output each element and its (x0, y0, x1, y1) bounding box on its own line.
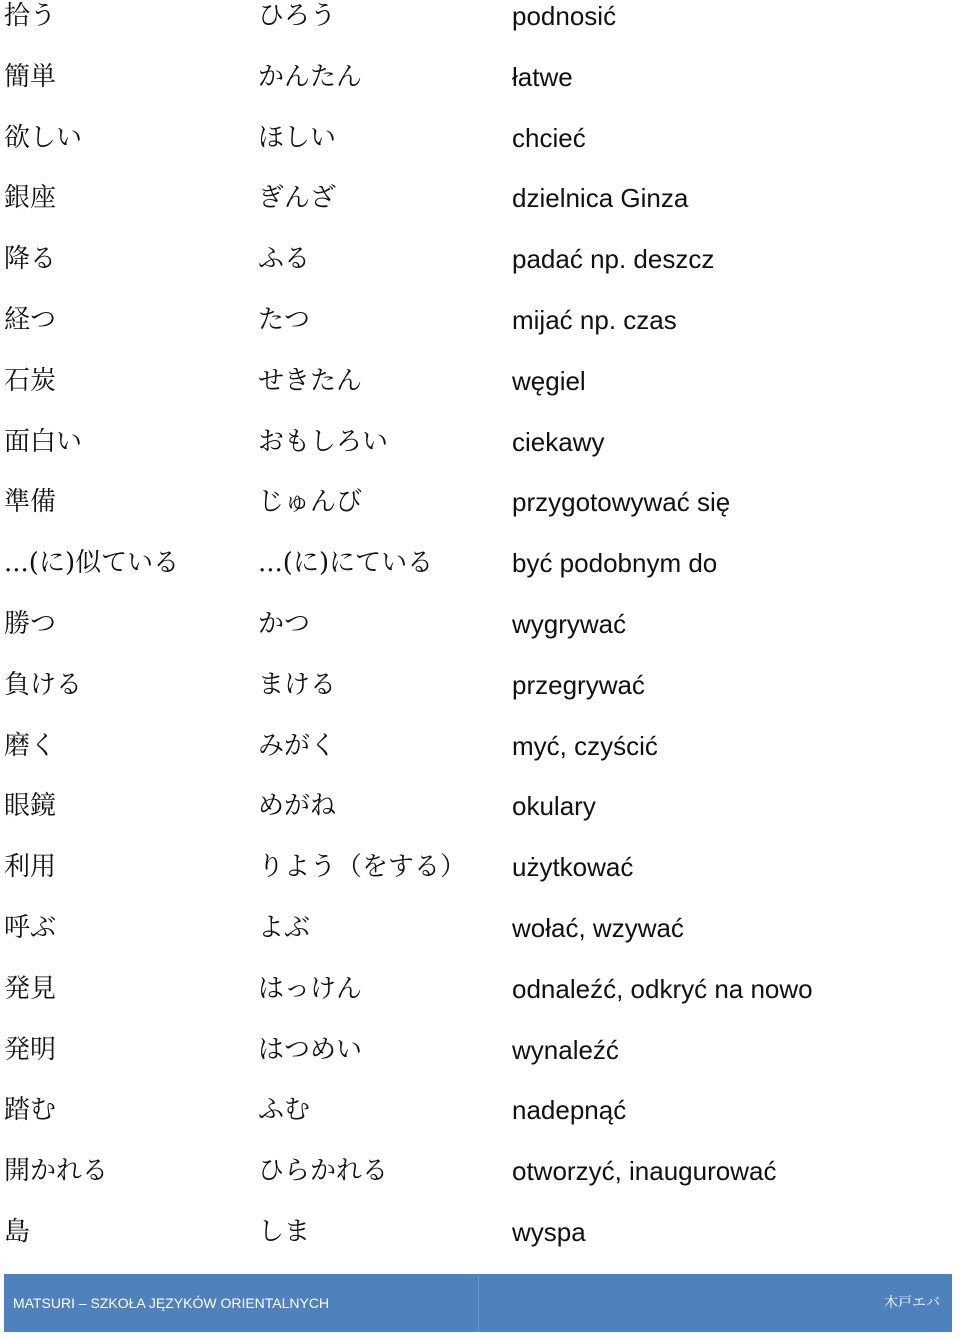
reading-cell: ...(に)にている (258, 548, 434, 579)
footer-divider (478, 1274, 479, 1332)
reading-cell: せきたん (258, 365, 363, 396)
vocab-row (0, 1094, 960, 1155)
kanji-cell: 準備 (4, 487, 57, 518)
vocab-row (0, 973, 960, 1034)
reading-cell: まける (258, 669, 337, 700)
vocab-row (0, 304, 960, 365)
school-name: MATSURI – SZKOŁA JĘZYKÓW ORIENTALNYCH (13, 1295, 330, 1311)
kanji-cell: 島 (4, 1216, 31, 1247)
reading-cell: はつめい (258, 1034, 363, 1065)
meaning-cell: ciekawy (512, 426, 605, 457)
kanji-cell: 負ける (4, 669, 83, 700)
reading-cell: ひらかれる (258, 1156, 389, 1187)
meaning-cell: otworzyć, inaugurować (512, 1156, 777, 1187)
kanji-cell: 発明 (4, 1034, 57, 1065)
kanji-cell: 勝つ (4, 608, 57, 639)
kanji-cell: 発見 (4, 973, 57, 1004)
author-name: 木戸エバ (884, 1295, 940, 1311)
meaning-cell: przygotowywać się (512, 487, 731, 518)
kanji-cell: 欲しい (4, 122, 83, 153)
reading-cell: しま (258, 1216, 311, 1247)
reading-cell: みがく (258, 730, 337, 761)
kanji-cell: 踏む (4, 1095, 57, 1126)
kanji-cell: 磨く (4, 730, 57, 761)
reading-cell: かんたん (258, 61, 363, 92)
vocab-row (0, 669, 960, 730)
meaning-cell: dzielnica Ginza (512, 183, 689, 214)
kanji-cell: 開かれる (4, 1156, 109, 1187)
meaning-cell: podnosić (512, 1, 617, 31)
vocab-row (0, 912, 960, 973)
meaning-cell: chcieć (512, 122, 586, 153)
vocab-row (0, 486, 960, 547)
kanji-cell: 石炭 (4, 365, 57, 396)
reading-cell: めがね (258, 791, 337, 822)
reading-cell: ふる (258, 244, 311, 275)
meaning-cell: wyspa (512, 1216, 586, 1247)
vocab-row (0, 426, 960, 487)
reading-cell: かつ (258, 608, 311, 639)
vocab-row (0, 1034, 960, 1095)
vocab-row (0, 1155, 960, 1216)
kanji-cell: 利用 (4, 852, 57, 883)
vocab-row (0, 243, 960, 304)
vocab-row (0, 0, 960, 61)
meaning-cell: być podobnym do (512, 548, 718, 579)
meaning-cell: myć, czyścić (512, 730, 658, 761)
vocab-row (0, 122, 960, 183)
meaning-cell: nadepnąć (512, 1095, 627, 1126)
kanji-cell: 拾う (4, 1, 57, 31)
kanji-cell: 眼鏡 (4, 791, 57, 822)
meaning-cell: łatwe (512, 61, 573, 92)
reading-cell: りよう（をする） (258, 852, 467, 883)
vocab-row (0, 790, 960, 851)
reading-cell: よぶ (258, 912, 311, 943)
reading-cell: ぎんざ (258, 183, 337, 214)
meaning-cell: wołać, wzywać (512, 912, 684, 943)
kanji-cell: 面白い (4, 426, 83, 457)
vocab-row (0, 1216, 960, 1277)
reading-cell: じゅんび (258, 487, 363, 518)
vocab-row (0, 851, 960, 912)
meaning-cell: wygrywać (512, 608, 627, 639)
page-footer (4, 1274, 952, 1332)
reading-cell: はっけん (258, 973, 363, 1004)
meaning-cell: węgiel (512, 365, 586, 396)
reading-cell: ひろう (258, 1, 337, 31)
kanji-cell: 銀座 (4, 183, 57, 214)
vocab-row (0, 547, 960, 608)
vocab-row (0, 365, 960, 426)
meaning-cell: użytkować (512, 852, 634, 883)
vocab-row (0, 182, 960, 243)
kanji-cell: 経つ (4, 304, 57, 335)
reading-cell: おもしろい (258, 426, 389, 457)
vocab-row (0, 61, 960, 122)
vocab-row (0, 730, 960, 791)
meaning-cell: odnaleźć, odkryć na nowo (512, 973, 813, 1004)
vocab-row (0, 608, 960, 669)
reading-cell: ほしい (258, 122, 337, 153)
reading-cell: ふむ (258, 1095, 311, 1126)
kanji-cell: 降る (4, 244, 57, 275)
kanji-cell: 呼ぶ (4, 912, 57, 943)
meaning-cell: mijać np. czas (512, 304, 677, 335)
meaning-cell: wynaleźć (512, 1034, 619, 1065)
meaning-cell: okulary (512, 791, 596, 822)
reading-cell: たつ (258, 304, 311, 335)
kanji-cell: ...(に)似ている (4, 548, 180, 579)
kanji-cell: 簡単 (4, 61, 57, 92)
meaning-cell: przegrywać (512, 669, 645, 700)
meaning-cell: padać np. deszcz (512, 244, 715, 275)
